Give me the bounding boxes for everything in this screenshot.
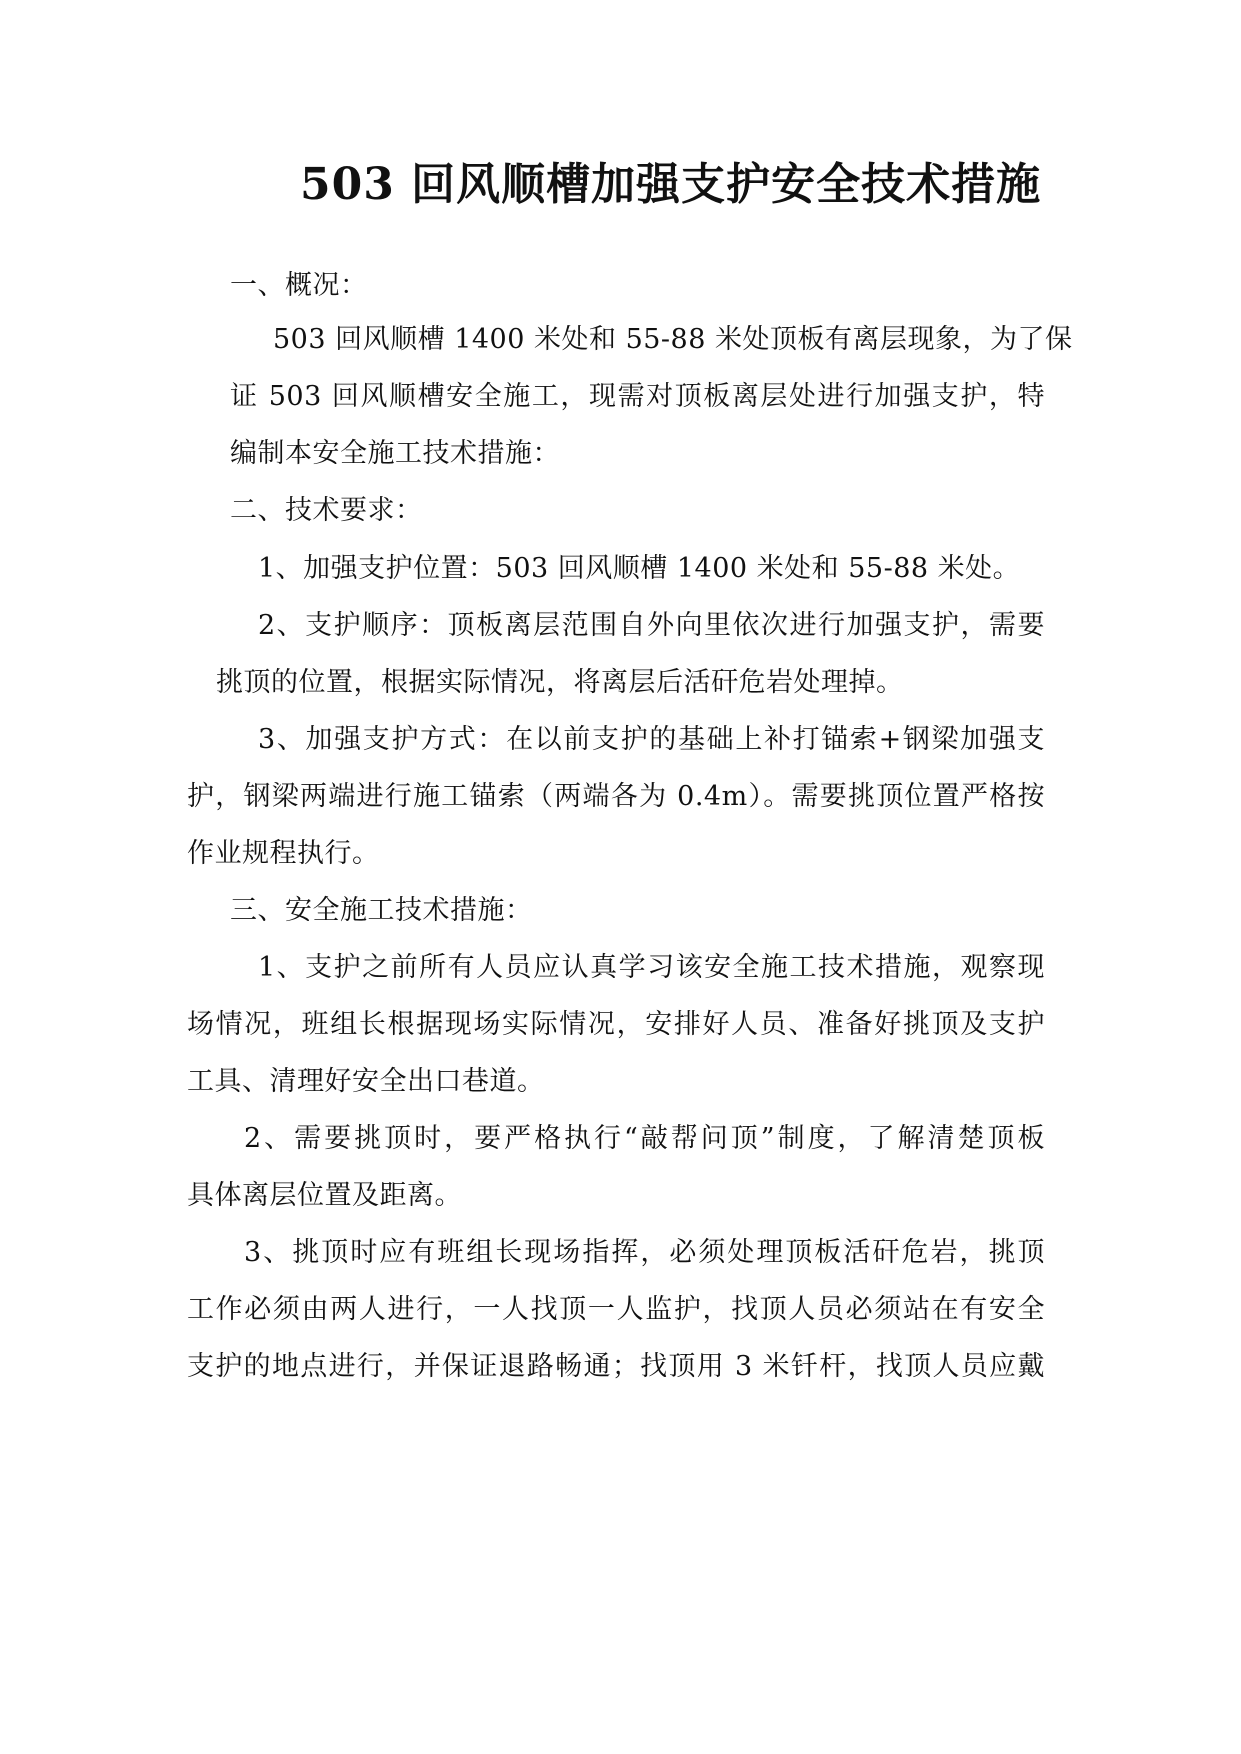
list-item-continuation: 挑顶的位置，根据实际情况，将离层后活矸危岩处理掉。 bbox=[216, 667, 904, 698]
paragraph-line: 证 503 回风顺槽安全施工，现需对顶板离层处进行加强支护，特 bbox=[230, 381, 1045, 412]
list-item: 2、支护顺序：顶板离层范围自外向里依次进行加强支护，需要 bbox=[258, 610, 1045, 641]
list-item-continuation: 作业规程执行。 bbox=[187, 838, 380, 869]
document-title: 503 回风顺槽加强支护安全技术措施 bbox=[300, 159, 1042, 210]
list-item: 1、加强支护位置：503 回风顺槽 1400 米处和 55-88 米处。 bbox=[258, 553, 1021, 584]
list-item-continuation: 工具、清理好安全出口巷道。 bbox=[187, 1066, 545, 1097]
section-heading-overview: 一、概况： bbox=[230, 270, 368, 301]
list-item-continuation: 护，钢梁两端进行施工锚索（两端各为 0.4m）。需要挑顶位置严格按 bbox=[187, 781, 1045, 812]
list-item-continuation: 支护的地点进行，并保证退路畅通；找顶用 3 米钎杆，找顶人员应戴 bbox=[187, 1351, 1045, 1382]
paragraph-line: 编制本安全施工技术措施： bbox=[230, 438, 560, 469]
list-item-continuation: 场情况，班组长根据现场实际情况，安排好人员、准备好挑顶及支护 bbox=[187, 1009, 1045, 1040]
list-item: 3、挑顶时应有班组长现场指挥，必须处理顶板活矸危岩，挑顶 bbox=[244, 1237, 1045, 1268]
list-item: 3、加强支护方式：在以前支护的基础上补打锚索+钢梁加强支 bbox=[258, 724, 1045, 755]
section-heading-requirements: 二、技术要求： bbox=[230, 495, 423, 526]
list-item: 2、需要挑顶时，要严格执行“敲帮问顶”制度，了解清楚顶板 bbox=[244, 1123, 1045, 1154]
list-item: 1、支护之前所有人员应认真学习该安全施工技术措施，观察现 bbox=[258, 952, 1045, 983]
list-item-continuation: 具体离层位置及距离。 bbox=[187, 1180, 462, 1211]
list-item-continuation: 工作必须由两人进行，一人找顶一人监护，找顶人员必须站在有安全 bbox=[187, 1294, 1045, 1325]
paragraph-line: 503 回风顺槽 1400 米处和 55-88 米处顶板有离层现象，为了保 bbox=[273, 324, 1073, 355]
section-heading-safety: 三、安全施工技术措施： bbox=[230, 895, 533, 926]
